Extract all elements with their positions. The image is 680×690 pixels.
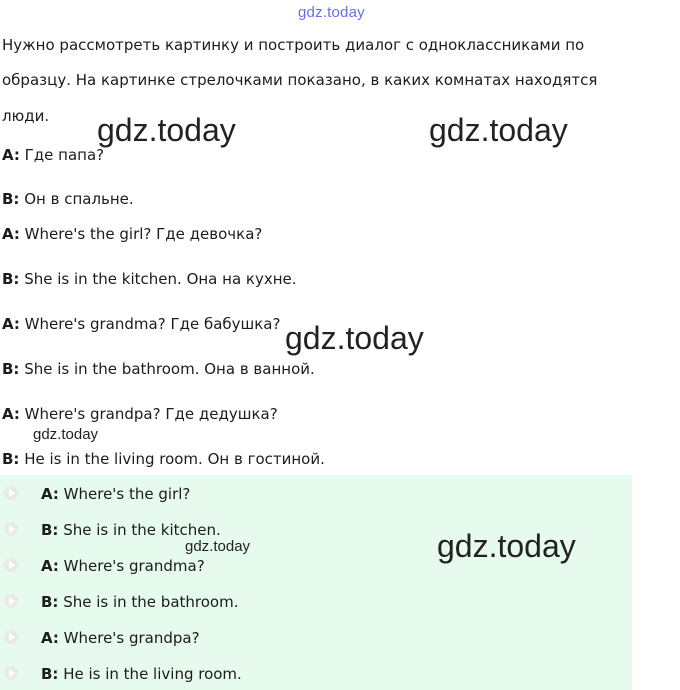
- dialogue-text: Where's grandma? Где бабушка?: [19, 315, 281, 333]
- speaker-label: B:: [2, 190, 20, 208]
- speaker-label: A:: [2, 405, 20, 423]
- watermark: gdz.today: [437, 528, 576, 564]
- dialogue-text: Where's grandpa? Где дедушка?: [19, 405, 278, 423]
- intro-line-3: люди.: [2, 107, 50, 125]
- play-icon[interactable]: [4, 630, 18, 644]
- audio-line: [41, 665, 242, 683]
- dialogue-text: Where's the girl? Где девочка?: [19, 225, 263, 243]
- dialogue-text: He is in the living room. Он в гостиной.: [19, 450, 325, 468]
- speaker-label: A:: [2, 315, 20, 333]
- dialogue-line: [2, 190, 134, 208]
- audio-line: [41, 557, 205, 575]
- speaker-label: A:: [2, 146, 20, 164]
- audio-line: [41, 593, 238, 611]
- play-icon[interactable]: [4, 522, 18, 536]
- speaker-label: A:: [41, 629, 59, 647]
- speaker-label: B:: [2, 450, 20, 468]
- dialogue-line: [2, 450, 325, 468]
- dialogue-text: She is in the kitchen. Она на кухне.: [19, 270, 297, 288]
- speaker-label: B:: [41, 521, 59, 539]
- speaker-label: A:: [2, 225, 20, 243]
- intro-line-1: Нужно рассмотреть картинку и построить диалог с одноклассниками по: [2, 36, 585, 54]
- audio-text: Where's grandma?: [58, 557, 205, 575]
- speaker-label: A:: [41, 485, 59, 503]
- intro-line-2: образцу. На картинке стрелочками показано, в каких комнатах находятся: [2, 71, 598, 89]
- play-icon[interactable]: [4, 594, 18, 608]
- audio-text: She is in the bathroom.: [58, 593, 239, 611]
- play-icon[interactable]: [4, 558, 18, 572]
- speaker-label: B:: [2, 270, 20, 288]
- audio-line: [41, 629, 200, 647]
- audio-text: Where's grandpa?: [58, 629, 200, 647]
- watermark: gdz.today: [429, 112, 568, 148]
- watermark: gdz.today: [33, 426, 99, 443]
- dialogue-line: [2, 315, 280, 333]
- site-logo[interactable]: gdz.today: [298, 4, 365, 21]
- play-icon[interactable]: [4, 486, 18, 500]
- dialogue-line: [2, 270, 297, 288]
- dialogue-line: [2, 360, 315, 378]
- audio-line: [41, 521, 221, 539]
- watermark: gdz.today: [285, 320, 424, 356]
- dialogue-line: [2, 225, 262, 243]
- dialogue-text: Он в спальне.: [19, 190, 134, 208]
- audio-line: [41, 485, 190, 503]
- audio-dialogue-panel: [0, 475, 632, 690]
- dialogue-text: Где папа?: [19, 146, 105, 164]
- dialogue-line: [2, 146, 104, 164]
- audio-text: Where's the girl?: [58, 485, 191, 503]
- speaker-label: A:: [41, 557, 59, 575]
- play-icon[interactable]: [4, 666, 18, 680]
- speaker-label: B:: [41, 665, 59, 683]
- watermark: gdz.today: [185, 538, 251, 555]
- dialogue-line: [2, 405, 278, 423]
- dialogue-text: She is in the bathroom. Она в ванной.: [19, 360, 315, 378]
- speaker-label: B:: [2, 360, 20, 378]
- speaker-label: B:: [41, 593, 59, 611]
- audio-text: She is in the kitchen.: [58, 521, 221, 539]
- watermark: gdz.today: [97, 112, 236, 148]
- audio-text: He is in the living room.: [58, 665, 242, 683]
